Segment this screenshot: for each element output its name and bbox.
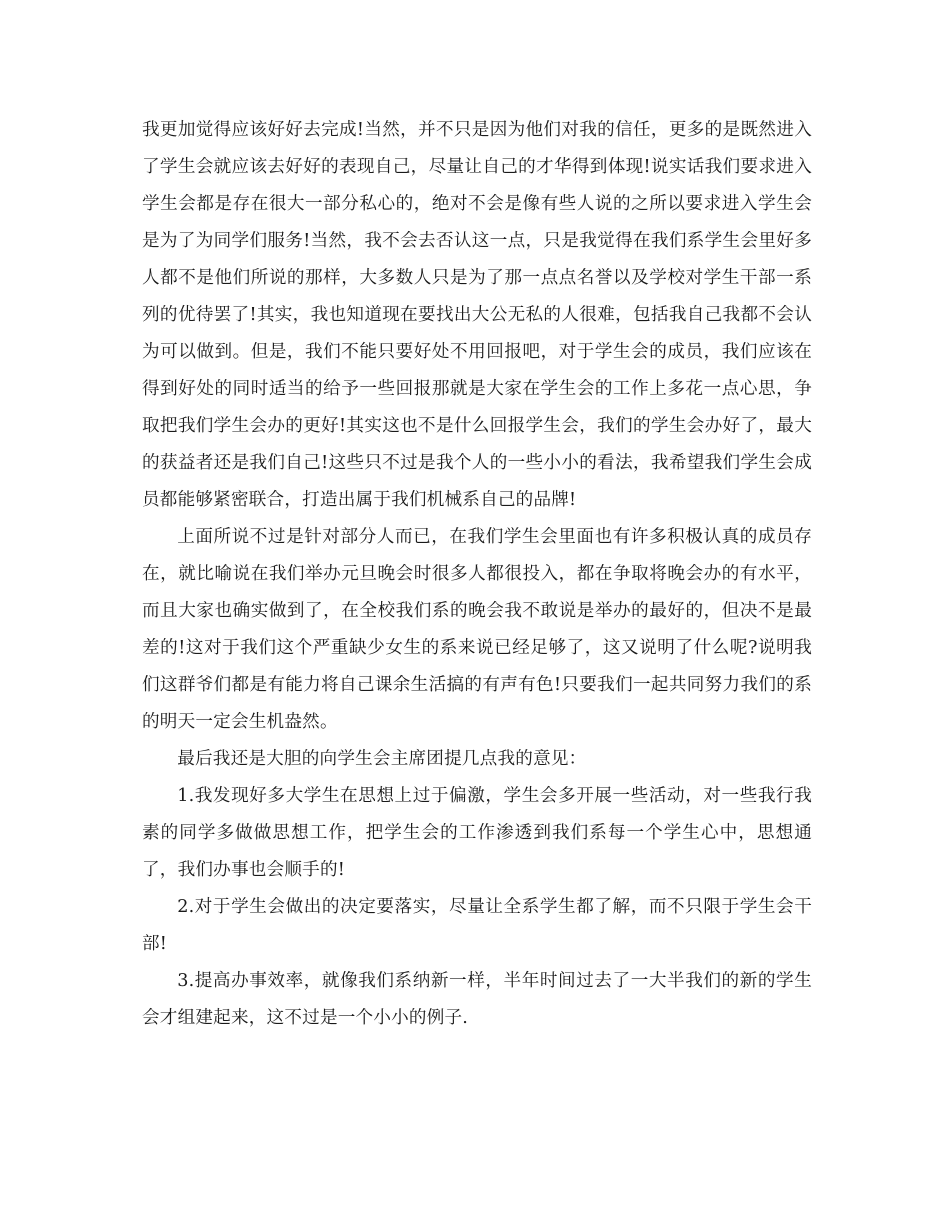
suggestion-item-3: 3.提高办事效率，就像我们系纳新一样，半年时间过去了一大半我们的新的学生会才组建起来，这不过是一个小小的例子. xyxy=(142,971,812,1028)
suggestion-item-2: 2.对于学生会做出的决定要落实，尽量让全系学生都了解，而不只限于学生会干部! xyxy=(142,897,812,954)
suggestion-item-1: 1.我发现好多大学生在思想上过于偏激，学生会多开展一些活动，对一些我行我素的同学多做做思想工作，把学生会的工作渗透到我们系每一个学生心中，思想通了，我们办事也会顺手的! xyxy=(142,786,812,880)
document-body xyxy=(142,112,812,1037)
paragraph-continuation: 我更加觉得应该好好去完成!当然，并不只是因为他们对我的信任，更多的是既然进入了学生会就应该去好好的表现自己，尽量让自己的才华得到体现!说实话我们要求进入学生会都是存在很大一部分私心的，绝对不会是像有些人说的之所以要求进入学生会是为了为同学们服务!当然，我不会去否认这一点，只是我觉得在我们系学生会里好多人都不是他们所说的那样，大多数人只是为了那一点点名誉以及学校对学生干部一系列的优待罢了!其实，我也知道现在要找出大公无私的人很难，包括我自己我都不会认为可以做到。但是，我们不能只要好处不用回报吧，对于学生会的成员，我们应该在得到好处的同时适当的给予一些回报那就是大家在学生会的工作上多花一点心思，争取把我们学生会办的更好!其实这也不是什么回报学生会，我们的学生会办好了，最大的获益者还是我们自己!这些只不过是我个人的一些小小的看法，我希望我们学生会成员都能够紧密联合，打造出属于我们机械系自己的品牌! xyxy=(142,120,812,510)
paragraph-member-performance: 上面所说不过是针对部分人而已，在我们学生会里面也有许多积极认真的成员存在，就比喻说在我们举办元旦晚会时很多人都很投入，都在争取将晚会办的有水平，而且大家也确实做到了，在全校我们系的晚会我不敢说是举办的最好的，但决不是最差的!这对于我们这个严重缺少女生的系来说已经足够了，这又说明了什么呢?说明我们这群爷们都是有能力将自己课余生活搞的有声有色!只要我们一起共同努力我们的系的明天一定会生机盎然。 xyxy=(142,527,812,732)
paragraph-suggestions-intro: 最后我还是大胆的向学生会主席团提几点我的意见： xyxy=(177,749,587,769)
